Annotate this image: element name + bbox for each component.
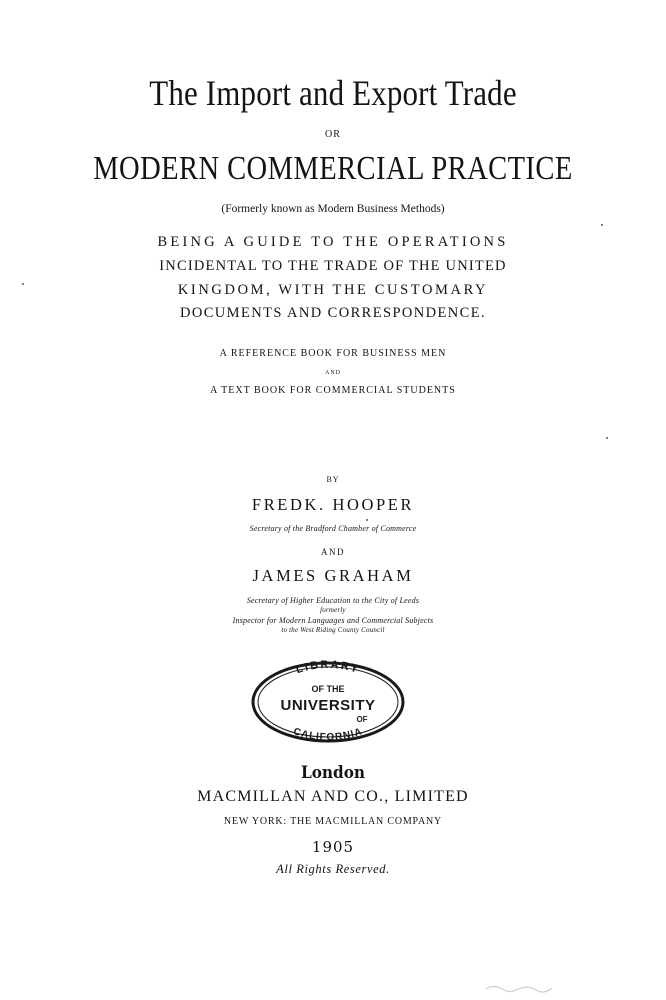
speck bbox=[606, 437, 608, 439]
svg-text:CALIFORNIA bbox=[292, 726, 364, 743]
or-label: OR bbox=[325, 129, 341, 140]
imprint-city: London bbox=[300, 763, 366, 783]
imprint-new-york: NEW YORK: THE MACMILLAN COMPANY bbox=[223, 816, 443, 827]
description-line: INCIDENTAL TO THE TRADE OF THE UNITED bbox=[159, 258, 507, 274]
imprint-year: 1905 bbox=[311, 838, 355, 856]
svg-text:LIBRARY bbox=[295, 660, 362, 676]
speck bbox=[22, 283, 24, 285]
imprint-rights: All Rights Reserved. bbox=[276, 862, 390, 876]
reference-line: A REFERENCE BOOK FOR BUSINESS MEN bbox=[219, 348, 447, 359]
stamp-top-text: LIBRARY bbox=[294, 660, 362, 677]
author-name: FREDK. HOOPER bbox=[251, 495, 415, 514]
speck bbox=[366, 519, 368, 521]
and-label: AND bbox=[321, 547, 345, 557]
stamp-line2: OF THE bbox=[311, 684, 345, 694]
author-affiliation: formerly bbox=[320, 606, 346, 614]
imprint-publisher: MACMILLAN AND CO., LIMITED bbox=[197, 788, 469, 805]
author-affiliation: to the West Riding County Council bbox=[281, 626, 385, 634]
author-affiliation: Secretary of the Bradford Chamber of Commerce bbox=[249, 524, 417, 533]
description-line: DOCUMENTS AND CORRESPONDENCE. bbox=[179, 305, 487, 321]
author-affiliation: Secretary of Higher Education to the City of Leeds bbox=[246, 596, 420, 605]
description-line: KINGDOM, WITH THE CUSTOMARY bbox=[177, 282, 489, 298]
author-affiliation: Inspector for Modern Languages and Commercial Subjects bbox=[232, 616, 434, 625]
library-stamp bbox=[250, 660, 406, 744]
reference-and: AND bbox=[325, 370, 341, 376]
book-subtitle: MODERN COMMERCIAL PRACTICE bbox=[93, 150, 573, 187]
ink-smudge bbox=[484, 983, 554, 993]
description-line: BEING A GUIDE TO THE OPERATIONS bbox=[157, 234, 509, 250]
stamp-line4: OF bbox=[356, 715, 368, 724]
book-title: The Import and Export Trade bbox=[149, 73, 517, 113]
stamp-bottom-text: CALIFORNIA bbox=[291, 726, 365, 744]
author-name: JAMES GRAHAM bbox=[252, 566, 414, 585]
formerly-known-as: (Formerly known as Modern Business Methods) bbox=[221, 203, 445, 215]
reference-line: A TEXT BOOK FOR COMMERCIAL STUDENTS bbox=[210, 385, 456, 396]
by-label: BY bbox=[326, 475, 340, 484]
stamp-main-text: UNIVERSITY bbox=[280, 697, 376, 714]
speck bbox=[601, 224, 603, 226]
